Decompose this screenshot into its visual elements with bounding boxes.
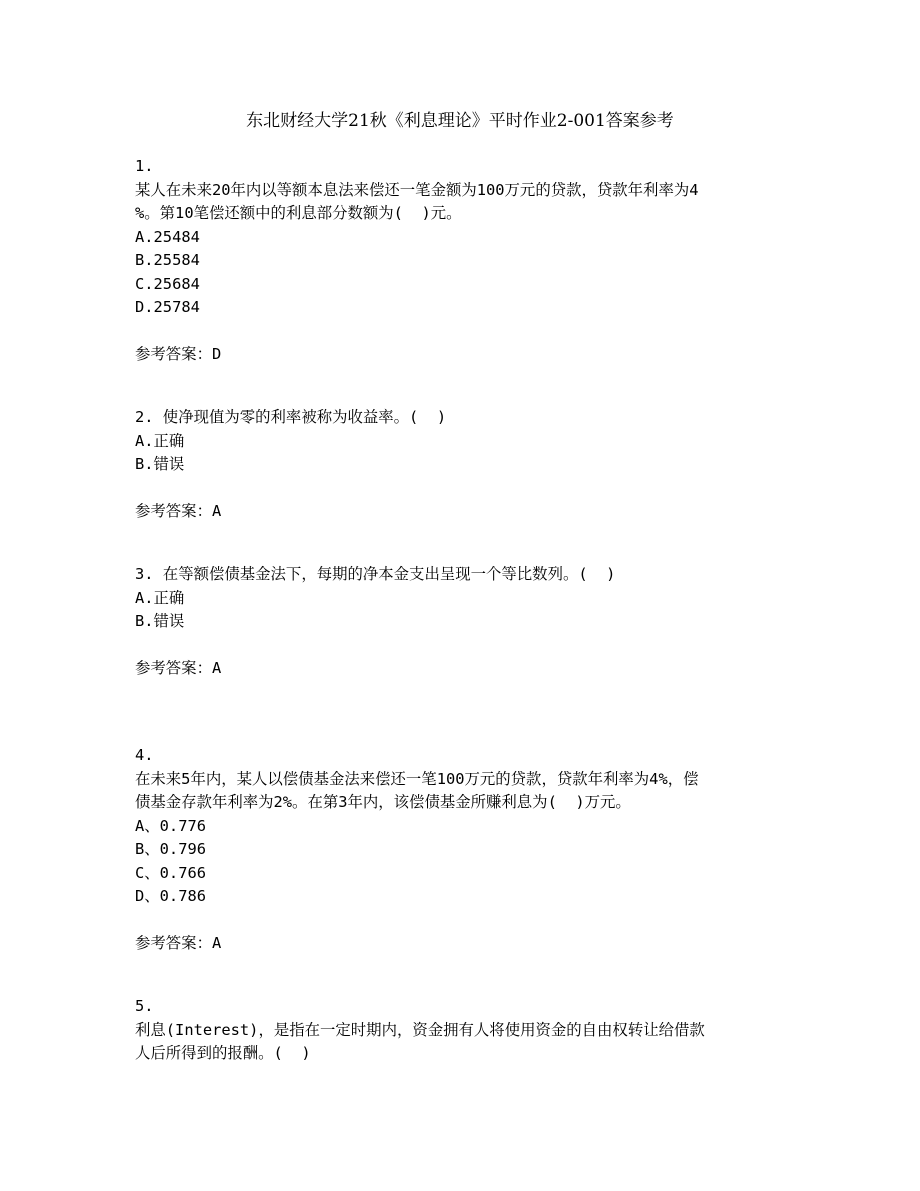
question-2	[135, 406, 795, 523]
question-3-stem: 3. 在等额偿债基金法下，每期的净本金支出呈现一个等比数列。( )	[135, 565, 616, 583]
question-4-option-a: A、0.776	[135, 816, 206, 835]
question-5-stem-line-1: 利息(Interest)，是指在一定时期内，资金拥有人将使用资金的自由权转让给借款	[135, 1020, 705, 1039]
question-1-option-d: D.25784	[135, 298, 200, 316]
question-3-option-b: B.错误	[135, 612, 185, 630]
question-3-answer: 参考答案：A	[135, 658, 222, 677]
question-1-answer: 参考答案：D	[135, 344, 222, 363]
question-1-option-a: A.25484	[135, 227, 200, 246]
question-4	[135, 744, 795, 955]
question-4-stem-line-2: 债基金存款年利率为2%。在第3年内，该偿债基金所赚利息为( )万元。	[135, 793, 631, 811]
question-2-option-a: A.正确	[135, 431, 185, 450]
question-5	[135, 995, 795, 1066]
question-4-number: 4.	[135, 746, 154, 764]
question-5-stem-line-2: 人后所得到的报酬。( )	[135, 1044, 311, 1062]
question-2-stem: 2. 使净现值为零的利率被称为收益率。( )	[135, 408, 447, 426]
question-1-stem-line-1: 某人在未来20年内以等额本息法来偿还一笔金额为100万元的贷款，贷款年利率为4	[135, 180, 699, 199]
question-3	[135, 563, 795, 680]
question-4-option-b: B、0.796	[135, 840, 206, 858]
page-title: 东北财经大学21秋《利息理论》平时作业2-001答案参考	[246, 111, 674, 131]
question-2-option-b: B.错误	[135, 455, 185, 473]
question-4-stem-line-1: 在未来5年内，某人以偿债基金法来偿还一笔100万元的贷款，贷款年利率为4%，偿	[135, 769, 699, 788]
question-1-stem-line-2: %。第10笔偿还额中的利息部分数额为( )元。	[135, 204, 462, 222]
question-1-number: 1.	[135, 157, 154, 175]
question-1-option-b: B.25584	[135, 251, 200, 269]
question-4-option-c: C、0.766	[135, 863, 206, 882]
question-4-answer: 参考答案：A	[135, 933, 222, 952]
question-1-option-c: C.25684	[135, 274, 200, 293]
question-2-answer: 参考答案：A	[135, 501, 222, 520]
question-4-option-d: D、0.786	[135, 887, 206, 905]
question-5-number: 5.	[135, 997, 154, 1015]
question-list	[135, 155, 795, 1066]
question-3-option-a: A.正确	[135, 588, 185, 607]
question-1	[135, 155, 795, 366]
